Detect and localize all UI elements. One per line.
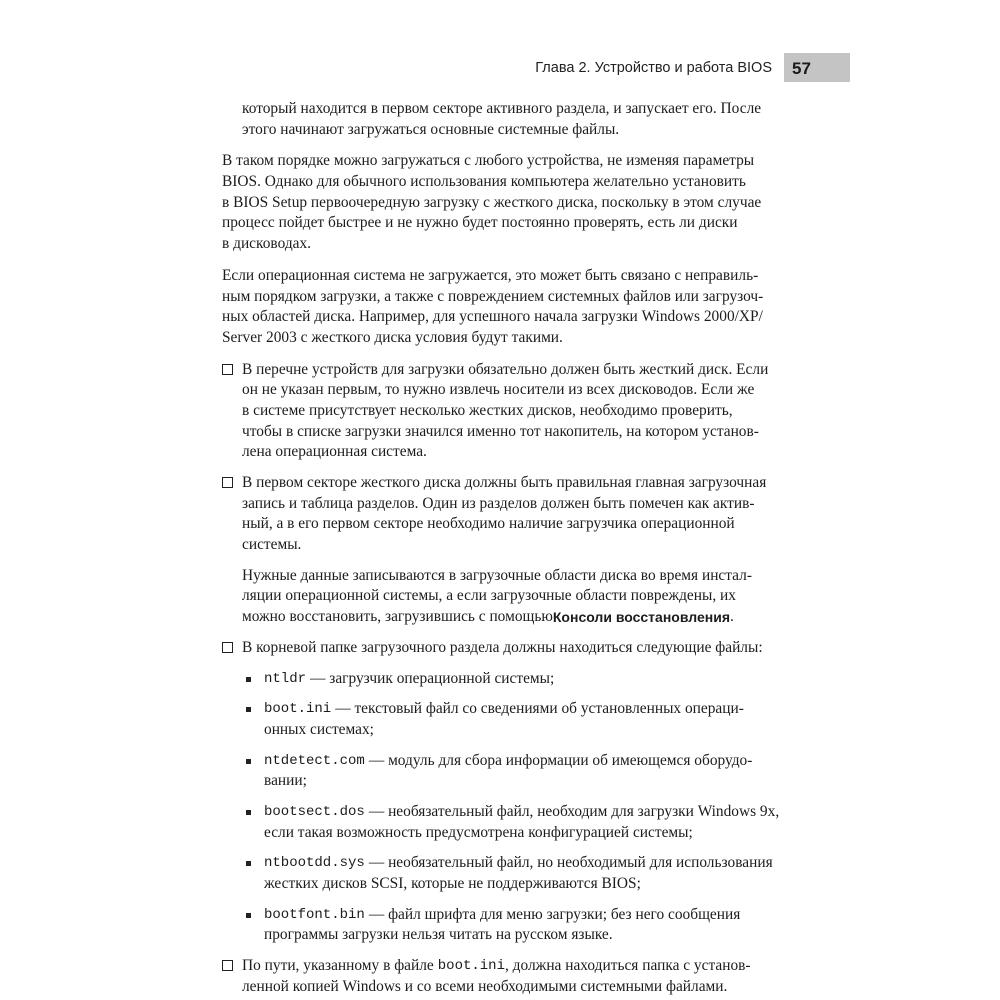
bullet-item: ntldr — загрузчик операционной системы;: [222, 669, 778, 690]
note-line: Нужные данные записываются в загрузочные области диска во время инстал-: [242, 566, 752, 584]
paragraph-line: В таком порядке можно загружаться с любого устройства, не изменяя параметры: [222, 152, 755, 170]
square-bullet-icon: [222, 960, 233, 971]
note-line: ляции операционной системы, а если загрузочные области повреждены, их: [242, 587, 736, 605]
file-name: ntdetect.com: [264, 752, 365, 769]
file-name: ntbootdd.sys: [264, 855, 365, 872]
paragraph-line: Server 2003 с жесткого диска условия будут такими.: [222, 328, 563, 346]
paragraph-line: ным порядком загрузки, а также с повреждением системных файлов или загрузоч-: [222, 287, 764, 305]
page-number: 57: [784, 53, 850, 82]
square-bullet-icon: [222, 364, 233, 375]
square-bullet-icon: [222, 642, 233, 653]
bullet-icon: [246, 861, 251, 866]
chapter-title: Глава 2. Устройство и работа BIOS: [535, 60, 772, 76]
paragraph-line: Если операционная система не загружается, это может быть связано с неправиль-: [222, 266, 759, 284]
square-bullet-icon: [222, 477, 233, 488]
page-body: [222, 99, 778, 997]
checkbox-list-item: В первом секторе жесткого диска должны быть правильная главная загрузочная запись и таблица разделов. Один из разделов должен быть помечен как актив- ный, а в его первом секторе необходимо наличие загрузчика операционной системы.: [222, 473, 778, 556]
bullet-item: bootfont.bin — файл шрифта для меню загрузки; без него сообщения программы загрузки нельзя читать на русском языке.: [222, 905, 778, 946]
bold-term: Консоли восстановления: [552, 609, 730, 626]
file-name: bootsect.dos: [264, 803, 365, 820]
paragraph-line: BIOS. Однако для обычного использования компьютера желательно установить: [222, 173, 746, 191]
bullet-item: ntdetect.com — модуль для сбора информации об имеющемся оборудо- вании;: [222, 751, 778, 792]
file-name: ntldr: [264, 670, 307, 687]
bullet-icon: [246, 810, 251, 815]
paragraph-line: этого начинают загружаться основные системные файлы.: [242, 120, 620, 138]
paragraph-line: который находится в первом секторе активного раздела, и запускает его. После: [242, 100, 762, 117]
running-header: [535, 53, 850, 82]
bullet-icon: [246, 677, 251, 682]
checkbox-list-item: По пути, указанному в файле boot.ini , должна находиться папка с установ- ленной копией Windows и со всеми необходимыми системными файлами.: [222, 956, 778, 997]
paragraph-line: в BIOS Setup первоочередную загрузку с жесткого диска, поскольку в этом случае: [222, 193, 762, 211]
file-name: bootfont.bin: [264, 906, 365, 923]
checkbox-list-item: В перечне устройств для загрузки обязательно должен быть жесткий диск. Если он не указан первым, то нужно извлечь носители из всех дисководов. Если же в системе присутствует несколько жестких дисков, необходимо проверить, чтобы в списке загрузки значился именно тот накопитель, на котором установ- лена операционная система.: [222, 360, 778, 463]
bullet-item: boot.ini — текстовый файл со сведениями об установленных операци- онных системах;: [222, 699, 778, 740]
bullet-icon: [246, 759, 251, 764]
file-name: boot.ini: [437, 958, 505, 975]
checkbox-list-item: В корневой папке загрузочного раздела должны находиться следующие файлы:: [222, 638, 778, 659]
note-line: можно восстановить, загрузившись с помощью Консоли восстановления .: [222, 607, 778, 628]
paragraph-line: ных областей диска. Например, для успешного начала загрузки Windows 2000/XP/: [222, 308, 763, 326]
bullet-item: bootsect.dos — необязательный файл, необходим для загрузки Windows 9x, если такая возможность предусмотрена конфигурацией системы;: [222, 802, 778, 843]
file-name: boot.ini: [264, 701, 332, 718]
paragraph-line: в дисководах.: [222, 235, 312, 253]
bullet-item: ntbootdd.sys — необязательный файл, но необходимый для использования жестких дисков SCSI, которые не поддерживаются BIOS;: [222, 853, 778, 894]
bullet-icon: [246, 913, 251, 918]
paragraph-line: процесс пойдет быстрее и не нужно будет постоянно проверять, есть ли диски: [222, 214, 738, 232]
bullet-icon: [246, 707, 251, 712]
